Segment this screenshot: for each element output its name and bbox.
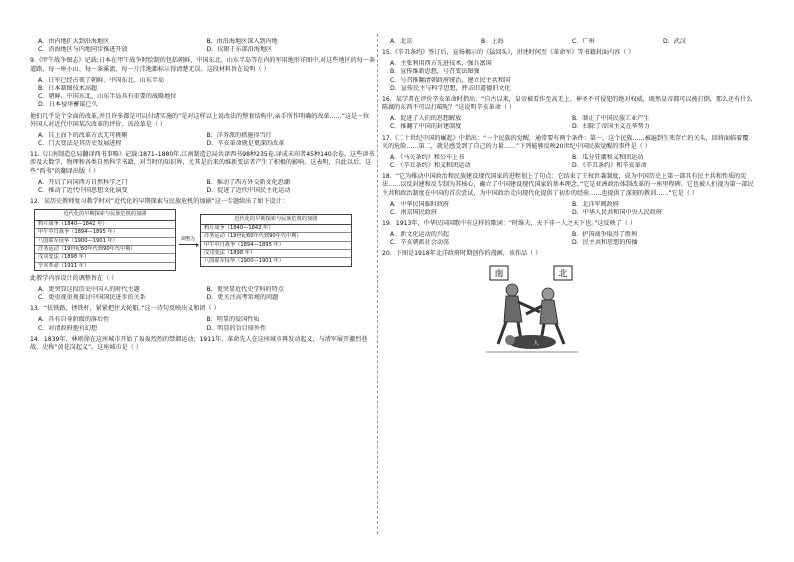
table-row: 甲午中日战争（1894—1895 年） [35,229,175,237]
q10-option-b[interactable]: B．洋务派的措施得当行 [206,131,272,139]
q16-options [390,115,754,132]
q13-stem: 13．“扶铁路，拯铁杆，紧紧把住大轮船。”这一诗句反映出义和团（ ） [30,305,220,313]
q9-option-b[interactable]: B．日本制图技术高超 [38,84,98,92]
q20-stem: 20．下图是1918年北洋政府时期创作的漫画，该作品（ ） [382,250,542,258]
q19-option-a[interactable]: A．新文化运动的兴起 [390,230,450,238]
q17-options [390,154,754,171]
right-column [382,38,754,359]
q12-option-d[interactable]: D．更关注高考常规的问题 [206,294,279,302]
q17-option-d[interactable]: D．《辛丑条约》和辛亥革命 [572,162,647,170]
table-row: 八国联军侵华（1900—1901 年） [35,238,175,246]
left-column [30,38,375,355]
q16-option-d[interactable]: D．扫除了帝国主义在华势力 [572,123,650,131]
table-row: 甲午中日战争（1894—1895 年） [201,242,351,250]
adjusted-design-table [200,214,352,267]
table-caption: 近代化的早期探索与民族危机的加剧 [201,215,351,225]
q11-option-c[interactable]: C．推动了近代中国思想文化演变 [38,186,128,194]
q8-option-b[interactable]: B．由沿海地区深入到内地 [206,38,278,45]
table-row: 戊戌变法（1898 年） [35,254,175,262]
q18-option-d[interactable]: D．中华人民共和国中央人民政府 [572,208,663,216]
q9-option-d[interactable]: D．日本侵华蓄谋已久 [38,101,98,109]
q12-option-a[interactable]: A．更突显这段历史中国人的时代主题 [38,285,140,293]
q16-stem: 16．某学者在评价辛亥革命时指出：“自古以来，皇帝被看作至高无上、神圣不可侵犯的绝对权威，既然皇帝都可以被打倒，那么还有什么陈腐的东西不可以打破呢？”这说明辛亥革命（ ） [382,95,753,112]
q15-options [390,60,754,93]
q19-option-b[interactable]: B．护国战争取得了胜利 [572,230,638,238]
svg-text:人: 人 [532,340,540,348]
q17-stem: 17.《二十世纪中国的崛起》中指出：“一个民族的觉醒，通常要有两个条件：第一，这个民族……被遍到生死存亡的关头，回将面临着覆灭的危险……第二，就是感受到了自己的力量……”下列能够反映20世纪中国民族觉醒的事件是（ ） [382,134,749,150]
q15-stem: 15.《辛丑条约》签订后，宣扬揭示的《猛回头》，讲述时间至《革命军》等书籍封面内容（ ） [382,49,635,57]
q16-option-b[interactable]: B．制止了中国民族工业产生 [572,115,650,123]
adjust-arrow [179,236,197,245]
q18-options [390,201,754,218]
table-row: 戊戌变法（1898 年） [201,250,351,258]
q9-option-a[interactable]: A．日军已经占领了朝鲜、中国东北、山东半岛 [38,76,165,84]
original-design-table [34,209,176,271]
q16-option-a[interactable]: A．促进了人们的思想解放 [390,115,462,123]
q11-option-b[interactable]: B．推动了西方外交新文化思潮 [206,178,290,186]
q8-option-c[interactable]: C．沿海地区与内地同步推进开放 [38,46,128,54]
q15-option-a[interactable]: A．主张利用西方先进技术，强兵富国 [390,59,492,67]
q12-option-c[interactable]: C．更重视重视探讨中国国民进步的关系 [38,294,146,302]
q14-option-a[interactable]: A．北京 [390,38,413,45]
q19-option-c[interactable]: C．辛亥朝派社会动荡 [390,239,450,247]
q10-option-c[interactable]: C．门大变法是其历史发展进程 [38,140,122,148]
arrow-label: 调整为 [181,236,195,242]
q15-option-d[interactable]: D．宣传民主与科学思想，抨击旧道德旧文化 [390,84,511,92]
q18-option-a[interactable]: A．中华民国临时政府 [390,200,450,208]
q10-stem: 他们几乎是个全面的改革,并且许多都是可以付诸实施的”是对这样以上说改法的整套结构中,亲手所作明确的改革……”这是一位外国人对近代中国某次改革的评价。该改革是（ ） [30,112,370,128]
q15-option-b[interactable]: B．宣传维新思想，号召变法图强 [390,68,480,76]
table-row: 八国联军侵华（1900—1901 年） [204,258,284,265]
q14-options [390,38,754,46]
q12-option-b[interactable]: B．更突显近代史学科的特点 [206,285,284,293]
q19-option-d[interactable]: D．民主共和思想的传播 [572,239,638,247]
q13-option-b[interactable]: B．明显的爱国性质 [206,316,260,324]
q12-stem: 12．某历史教师复习教学时对“近代化的早期探索与民族危机的加剧”这一专题给出了如下设计： [30,198,288,206]
arrow-right-icon [179,244,197,245]
q18-option-b[interactable]: B．北洋军阀政府 [572,200,619,208]
q10-options [38,132,375,149]
q10-option-a[interactable]: A．自上而下的改革方式无可挑剔 [38,131,128,139]
q13-options [38,316,375,333]
q15-option-c[interactable]: C．号召推翻清朝政府统治，建立民主共和国 [390,76,511,84]
sign-north-label: 北 [558,269,568,280]
q17-option-b[interactable]: B．瓜分狂潮和义和团运动 [572,153,644,161]
q17-option-c[interactable]: C．《辛丑条约》和义和团运动 [390,162,471,170]
figure-bottom-icon [505,335,556,349]
q8-option-a[interactable]: A．由内地扩大到沿海地区 [38,38,110,45]
column-divider [377,34,378,534]
q13-option-c[interactable]: C．对清政府抱有幻想 [38,324,98,332]
table-caption: 近代化的早期探索与民族危机的加剧 [35,210,175,220]
table-row: 洋务运动（19世纪60年代到90年代中期） [201,233,351,241]
q8-options [38,38,375,55]
q11-options [38,179,375,196]
q19-options [390,231,754,248]
q9-options [38,77,375,110]
q11-option-a[interactable]: A．开启了向国西方自然科学之门 [38,178,128,186]
q16-option-c[interactable]: C．推翻了中国的封建制度 [390,123,462,131]
q9-option-c[interactable]: C．朝鲜、中国东北、山东半岛具有重要的战略地位 [38,93,177,101]
q12-options [38,286,375,303]
q17-option-a[interactable]: A．《马关条约》和公车上书 [390,153,465,161]
cartoon-image [482,264,582,356]
q13-option-a[interactable]: A．具有自身阶级的落后性 [38,316,110,324]
q18-option-c[interactable]: C．南京国民政府 [390,208,437,216]
q8-option-d[interactable]: D．仅限于东部沿海地区 [206,46,273,54]
q11-option-d[interactable]: D．促进了近代中国民主化运动 [206,186,291,194]
q14-option-d[interactable]: D．武汉 [663,38,686,45]
table-row: 鸦片战争（1840—1842 年） [201,225,351,233]
q19-stem: 19．1913年，中华民国国歌中有这样的歌词：“时维夫，天下非一人之天下也。”这反映了（ ） [382,220,636,227]
q14-option-c[interactable]: C．广州 [572,38,595,45]
q12-figure [34,209,375,271]
q18-stem: 18．“它为推动中国政治和民族建设现代国家的进程划上了句点：它结束了王权世袭制度，成为中国历史上第一部具有民主共和性质的宪法……以反封建和反专制为其核心，确立了中国建设现代国家的基本理念。”它是亚洲政治体制改革的一座里程碑。它也被人们视为第一部民主共和政治制度在中国的首次尝试，为中国政治走向现代化提供了初步的经验……也提供了深刻的教训……”它是（ ） [382,173,754,197]
q12-stem-2: 此教学内容设计的调整旨在（ ） [30,275,118,283]
table-row: 辛亥革命（1911 年） [38,262,90,269]
table-row: 洋务运动（19世纪60年代到90年代中期） [35,246,175,254]
table-row: 鸦片战争（1840—1842 年） [35,221,175,229]
q13-option-d[interactable]: D．明显的盲目排外性 [206,324,267,332]
q14-stem: 14．1839年，林则徐在这座城市开始了轰轰烈烈的禁烟运动；1911年，革命先人在这座城市再发动起义，与清军展开激烈巷战，史称“黄花岗起义”。这座城市是（ ） [30,335,368,351]
q9-stem: 9.《甲午战争图志》记载:日本在甲午战争时绘制的包括朝鲜、中国东北、山东半岛等在内的军用地形详图中,对这些地区的每一条道路、每一座小山、每一条溪流、每一片洼地都标示得清楚无误。这段材料旨在说明（ ） [30,57,375,73]
q11-stem: 11.《江南制造总局翻译西书事略》记载:1871–1880年,江南制造总局共译西书98种235卷,译成未印者45种140余卷。这些译书涉及大数学、物理和各类自然科学书籍，对当时的知识界，尤其是后来的维新变法者产生了积极的影响。这表明，自此以后，这些“西书”的翻译出版（ ） [30,151,375,175]
sign-south-label: 南 [494,269,504,280]
q10-option-d[interactable]: D．辛亥革命就是更深的改革 [206,140,285,148]
q14-option-b[interactable]: B．上海 [481,38,504,45]
